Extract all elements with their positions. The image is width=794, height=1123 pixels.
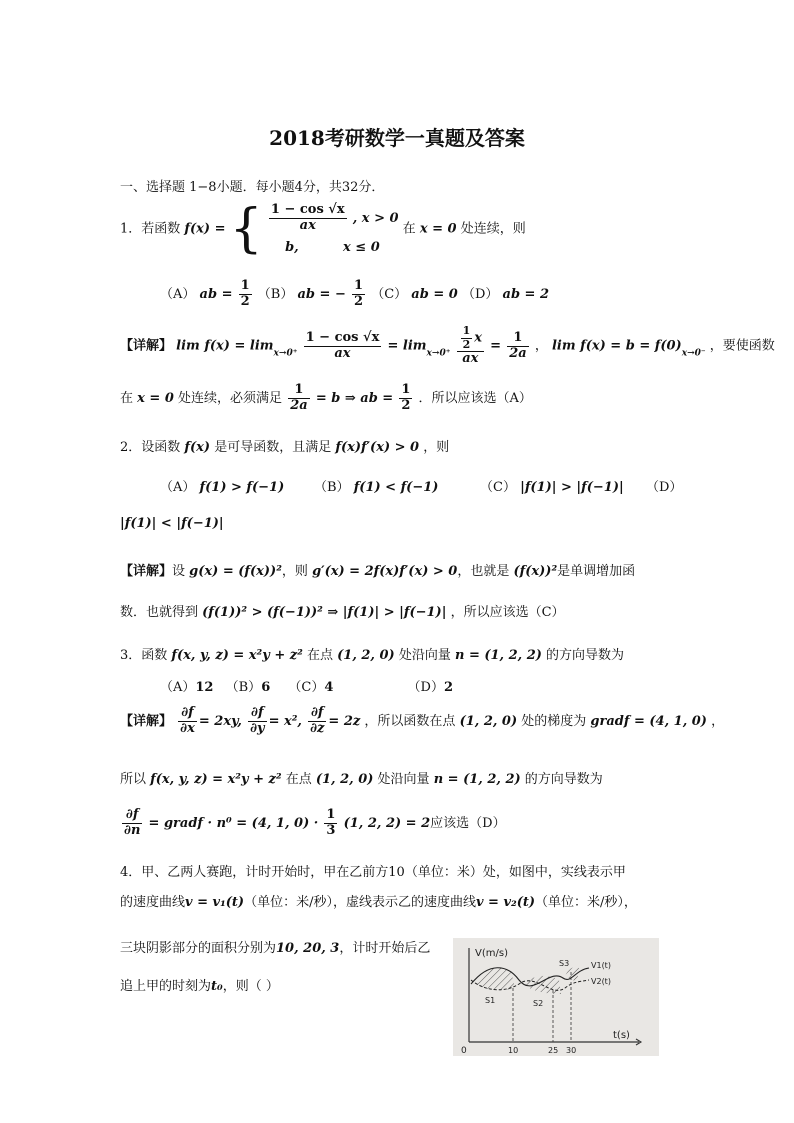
question-2-option-a: （A） f(1) > f(−1)	[160, 480, 285, 495]
question-3-detail-3: $\frac{\partial f}{\partial n}$ = gradf · n⁰ = (4, 1, 0) · $\frac{1}{3}$ (1, 2, 2) = 2应该选（D）	[124, 807, 506, 838]
question-4-line-3: 三块阴影部分的面积分别为10, 20, 3，计时开始后乙	[120, 941, 431, 956]
piecewise-brace: {	[229, 199, 263, 259]
case1-fraction: $\frac{1 - \cos √x}{ax}$	[270, 202, 345, 233]
question-3-detail: 【详解】 $\frac{\partial f}{\partial x}$ = 2xy, $\frac{\partial f}{\partial y}$ = x², $\frac{\partial f}{\partial z}$ = 2z ，所以函数在点 (1, 2, 0) 处的梯度为 gradf = (4, 1, 0) ，	[120, 705, 725, 736]
velocity-graph-figure	[453, 938, 659, 1056]
section-header: 一、选择题 1−8小题．每小题4分，共32分．	[120, 180, 385, 195]
x-axis-label: t(s)	[613, 1030, 630, 1041]
label-s1: S1	[485, 996, 496, 1005]
question-2-option-d-label: （D）	[646, 480, 683, 495]
label-v1: V1(t)	[591, 961, 611, 970]
label-s3: S3	[559, 959, 570, 968]
origin-label: 0	[461, 1046, 467, 1056]
question-2-detail-2: 数．也就得到 (f(1))² > (f(−1))² ⇒ |f(1)| > |f(−1)| ，所以应该选（C）	[120, 605, 565, 620]
question-3-detail-2: 所以 f(x, y, z) = x²y + z² 在点 (1, 2, 0) 处沿向量 n = (1, 2, 2) 的方向导数为	[120, 772, 603, 787]
question-4-line-2: 的速度曲线v = v₁(t)（单位：米/秒），虚线表示乙的速度曲线v = v₂(t)（单位：米/秒），	[120, 895, 637, 910]
tick-30: 30	[566, 1046, 577, 1055]
question-2-option-b: （B） f(1) < f(−1)	[314, 480, 439, 495]
question-3-options: （A）12 （B）6 （C）4 （D）2	[160, 680, 453, 695]
question-2-option-c: （C） |f(1)| > |f(−1)|	[480, 480, 624, 495]
label-v2: V2(t)	[591, 977, 611, 986]
question-1-options: （A） ab = $\frac{1}{2}$ （B） ab = − $\frac{1}{2}$ （C） ab = 0 （D） ab = 2	[160, 278, 550, 309]
y-axis-label: V(m/s)	[475, 948, 508, 959]
question-1: 1．若函数 f(x) = { $\frac{1 - \cos √x}{ax}$ , x > 0 b, x ≤ 0 在 x = 0 处连续，则	[120, 199, 526, 259]
question-1-detail: 【详解】 $\lim f(x) = \lim_{x\to 0^+}$ $\frac{1 - \cos √x}{ax}$ = $\lim_{x\to 0^+}$ $\frac{1}{2}$ x ax = $\frac{1}{2a}$ ， $\lim f(x) = b = f(0)_{x\to 0^-}$ ，要使函数	[120, 324, 775, 367]
question-3: 3．函数 f(x, y, z) = x²y + z² 在点 (1, 2, 0) 处沿向量 n = (1, 2, 2) 的方向导数为	[120, 648, 625, 663]
question-4-line-1: 4．甲、乙两人赛跑，计时开始时，甲在乙前方10（单位：米）处，如图中，实线表示甲	[120, 865, 626, 880]
question-2-detail: 【详解】设 g(x) = (f(x))²，则 g′(x) = 2f(x)f′(x) > 0，也就是 (f(x))²是单调增加函	[120, 564, 636, 579]
question-1-detail-2: 在 x = 0 处连续，必须满足 $\frac{1}{2a}$ = b ⇒ ab = $\frac{1}{2}$ ．所以应该选（A）	[120, 382, 532, 413]
page-title: 2018考研数学一真题及答案	[269, 126, 525, 150]
question-4-line-4: 追上甲的时刻为t₀，则（ ）	[120, 979, 279, 994]
label-s2: S2	[533, 999, 544, 1008]
question-2: 2．设函数 f(x) 是可导函数，且满足 f(x)f′(x) > 0 ，则	[120, 440, 450, 455]
tick-25: 25	[548, 1046, 559, 1055]
tick-10: 10	[508, 1046, 519, 1055]
piecewise-cases: $\frac{1 - \cos √x}{ax}$ , x > 0 b, x ≤ 0	[270, 202, 399, 255]
question-2-option-d: |f(1)| < |f(−1)|	[120, 516, 224, 531]
